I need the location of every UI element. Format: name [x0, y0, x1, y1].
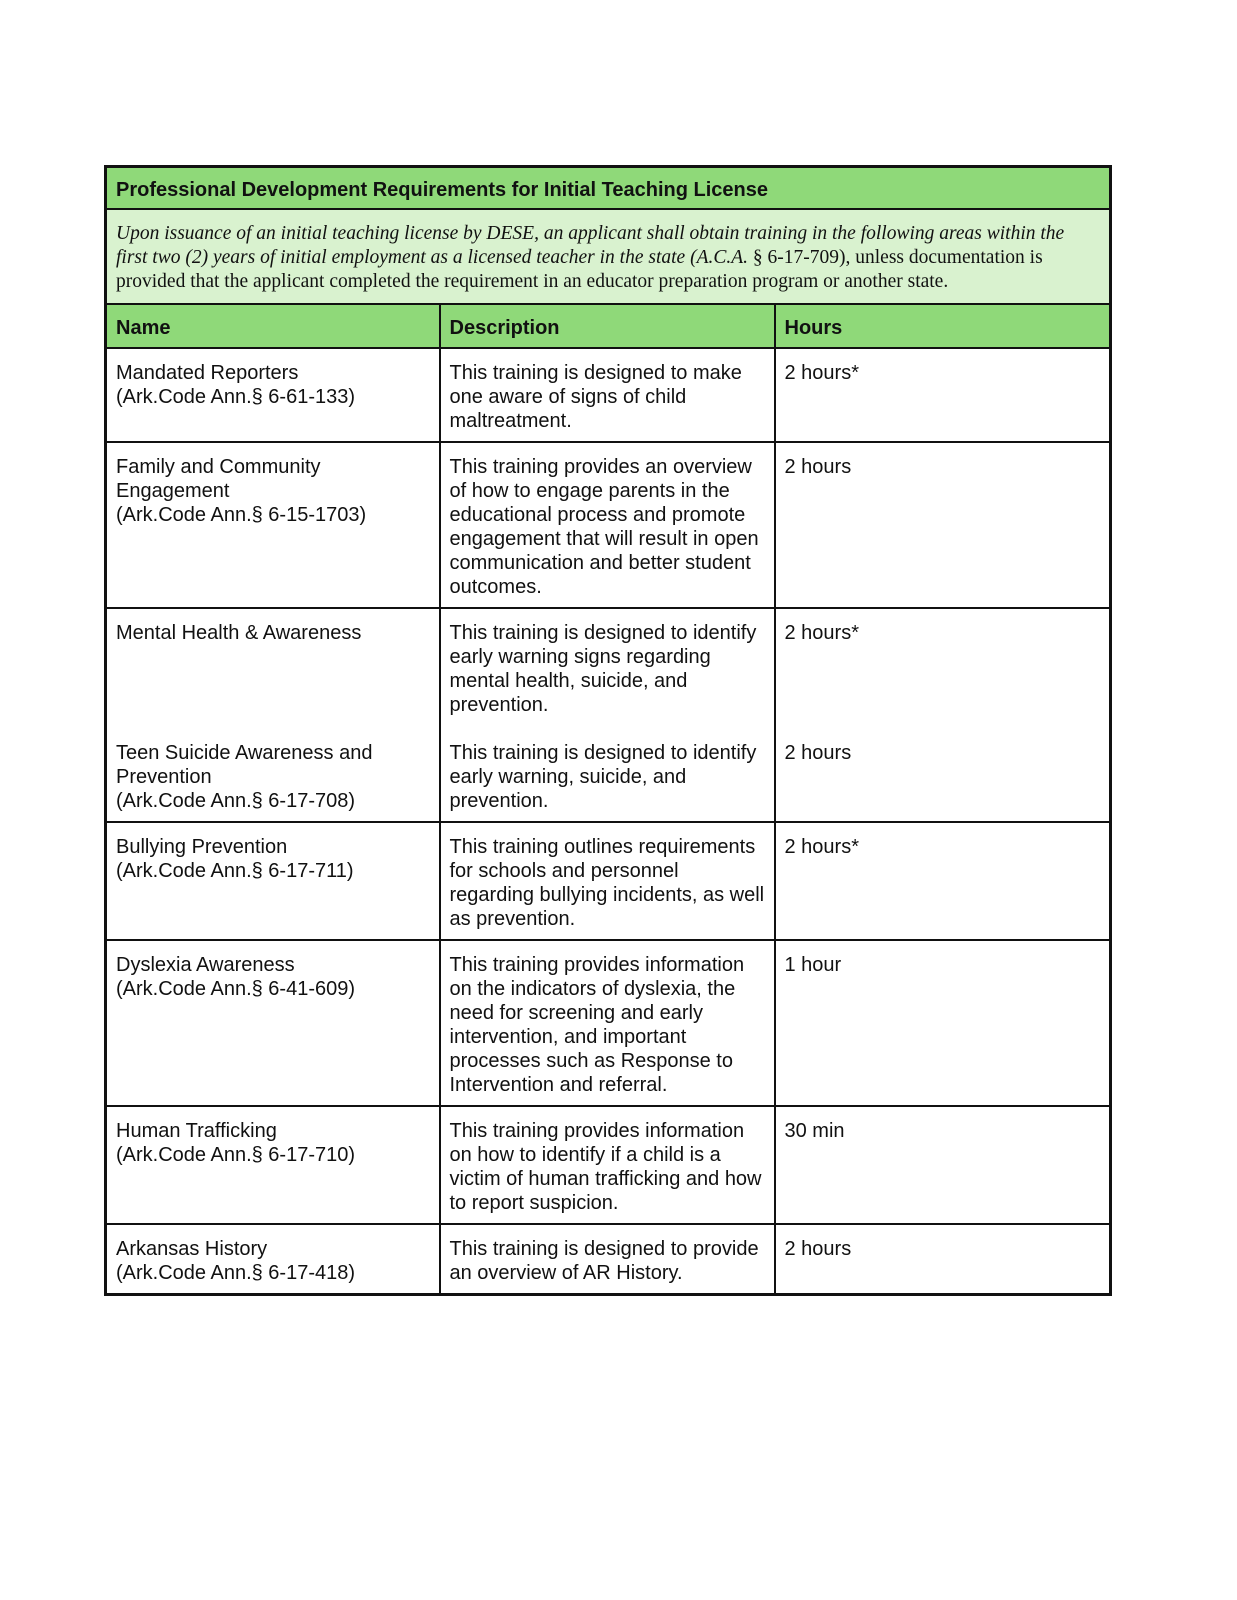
code-citation: (Ark.Code Ann.§ 6-61-133) [116, 385, 356, 408]
training-name: Arkansas History [116, 1237, 268, 1260]
training-name: Dyslexia Awareness [116, 953, 295, 976]
requirements-table [104, 165, 1112, 1296]
training-name: Mental Health & Awareness [116, 621, 362, 644]
hours-cell: 2 hours [775, 1224, 1111, 1295]
column-header-description: Description [440, 304, 775, 348]
description-text: This training is designed to identify early warning signs regarding mental health, suicide, and prevention. [449, 621, 757, 716]
sub-entry [785, 741, 1101, 765]
code-citation: (Ark.Code Ann.§ 6-17-708) [116, 789, 356, 812]
intro-italic: Upon issuance of an initial teaching license by DESE, an applicant shall obtain training in the following areas within the first two (2) years of initial employment as a licensed teacher in the state (A.C.A. [116, 222, 1065, 268]
name-cell [106, 940, 440, 1106]
table-row [106, 442, 1111, 608]
name-cell [106, 822, 440, 940]
intro-normal: § 6-17-709), unless documentation is provided that the applicant completed the requirement in an educator preparation program or another state. [116, 246, 1043, 292]
hours-text: 2 hours* [784, 621, 859, 644]
description-cell: This training is designed to provide an overview of AR History. [440, 1224, 775, 1295]
hours-cell: 2 hours* [775, 348, 1111, 442]
table-row [106, 608, 1111, 822]
description-cell: This training outlines requirements for schools and personnel regarding bullying incidents, as well as prevention. [440, 822, 775, 940]
hours-text: 2 hours [784, 741, 852, 764]
code-citation: (Ark.Code Ann.§ 6-15-1703) [116, 503, 367, 526]
title-row [106, 167, 1111, 209]
name-cell [106, 442, 440, 608]
name-cell [106, 1106, 440, 1224]
table-row [106, 1106, 1111, 1224]
hours-cell [775, 608, 1111, 822]
name-cell [106, 1224, 440, 1295]
table-row [106, 822, 1111, 940]
table-row [106, 348, 1111, 442]
name-cell [106, 608, 440, 822]
training-name: Bullying Prevention [116, 835, 288, 858]
training-name: Mandated Reporters [116, 361, 299, 384]
name-cell [106, 348, 440, 442]
sub-entry [116, 741, 430, 813]
description-text: This training is designed to identify early warning, suicide, and prevention. [449, 741, 757, 812]
training-name: Teen Suicide Awareness and Prevention [116, 741, 373, 788]
description-cell: This training provides an overview of how to engage parents in the educational process and promote engagement that will result in open communication and better student outcomes. [440, 442, 775, 608]
hours-cell: 30 min [775, 1106, 1111, 1224]
sub-entry [450, 741, 765, 813]
description-cell: This training is designed to make one aware of signs of child maltreatment. [440, 348, 775, 442]
intro-row [106, 209, 1111, 304]
header-row [106, 304, 1111, 348]
description-cell [440, 608, 775, 822]
column-header-name: Name [106, 304, 440, 348]
table-row [106, 1224, 1111, 1295]
description-cell: This training provides information on the indicators of dyslexia, the need for screening and early intervention, and important processes such as Response to Intervention and referral. [440, 940, 775, 1106]
description-cell: This training provides information on how to identify if a child is a victim of human trafficking and how to report suspicion. [440, 1106, 775, 1224]
column-header-hours: Hours [775, 304, 1111, 348]
hours-cell: 2 hours* [775, 822, 1111, 940]
hours-cell: 2 hours [775, 442, 1111, 608]
hours-cell: 1 hour [775, 940, 1111, 1106]
code-citation: (Ark.Code Ann.§ 6-17-418) [116, 1261, 356, 1284]
intro-text [106, 209, 1111, 304]
table-row [106, 940, 1111, 1106]
training-name: Human Trafficking [116, 1119, 277, 1142]
code-citation: (Ark.Code Ann.§ 6-17-710) [116, 1143, 356, 1166]
table-title: Professional Development Requirements for Initial Teaching License [106, 167, 1111, 209]
code-citation: (Ark.Code Ann.§ 6-17-711) [116, 859, 354, 882]
training-name: Family and Community Engagement [116, 455, 321, 502]
code-citation: (Ark.Code Ann.§ 6-41-609) [116, 977, 356, 1000]
